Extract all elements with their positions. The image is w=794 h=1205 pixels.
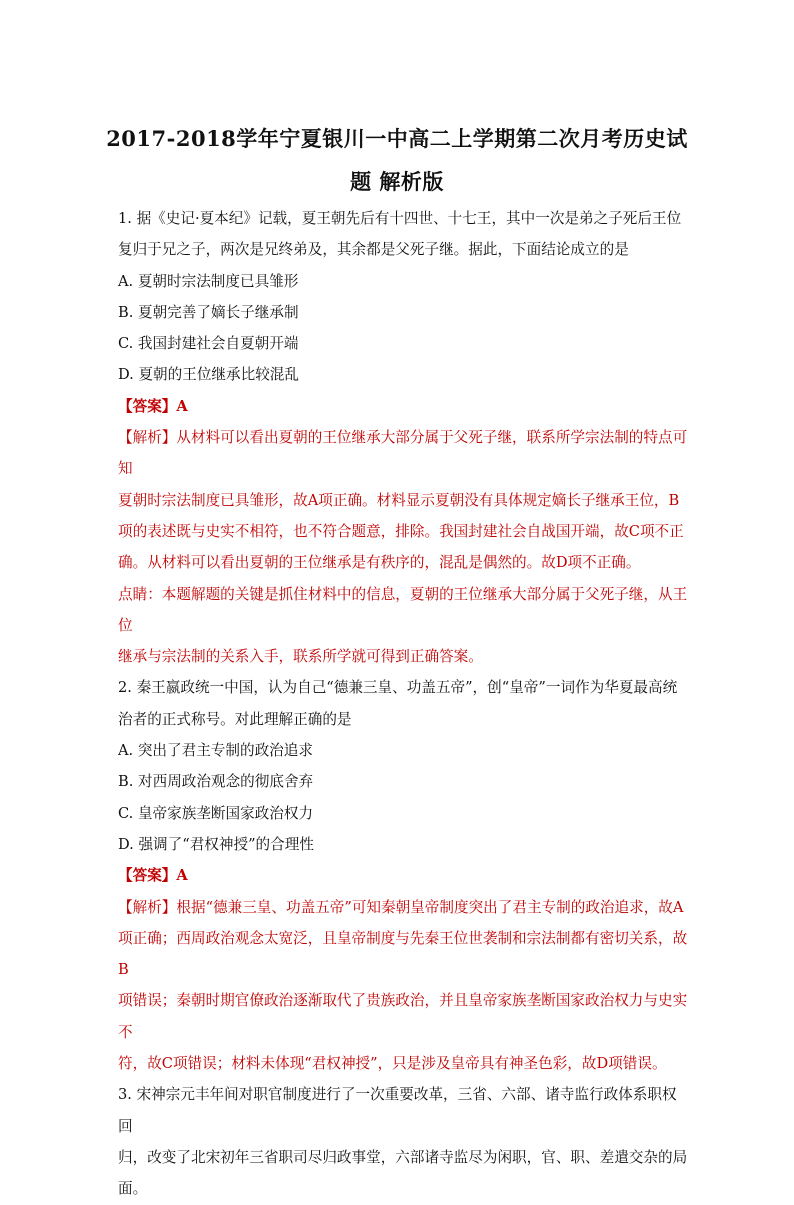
question-2-analysis-line-3: 项错误；秦朝时期官僚政治逐渐取代了贵族政治，并且皇帝家族垄断国家政治权力与史实不: [118, 992, 688, 1041]
question-1-option-c: C. 我国封建社会自夏朝开端: [118, 335, 299, 353]
question-3-stem-line-2: 归，改变了北宋初年三省职司尽归政事堂，六部诸寺监尽为闲职，官、职、差遣交杂的局面。: [118, 1148, 688, 1198]
question-2-option-b: B. 对西周政治观念的彻底舍弃: [118, 773, 314, 791]
question-1-analysis-line-4: 确。从材料可以看出夏朝的王位继承是有秩序的，混乱是偶然的。故D项不正确。: [118, 554, 641, 572]
question-2-option-d: D. 强调了“君权神授”的合理性: [118, 835, 314, 853]
question-1-tip-line-1: 点睛：本题解题的关键是抓住材料中的信息，夏朝的王位继承大部分属于父死子继，从王位: [118, 585, 688, 634]
question-3-stem-line-1: 3. 宋神宗元丰年间对职官制度进行了一次重要改革，三省、六部、诸寺监行政体系职权回: [118, 1086, 677, 1135]
question-2-option-a: A. 突出了君主专制的政治追求: [118, 742, 313, 760]
document-title-line-2: 题 解析版: [350, 169, 444, 194]
question-1-tip-line-2: 继承与宗法制的关系入手，联系所学就可得到正确答案。: [118, 648, 483, 666]
question-1-stem-line-1: 1. 据《史记·夏本纪》记载，夏王朝先后有十四世、十七王，其中一次是弟之子死后王位: [118, 210, 682, 227]
question-2-answer: 【答案】A: [118, 867, 188, 885]
question-2-analysis-line-1: 【解析】根据“德兼三皇、功盖五帝”可知秦朝皇帝制度突出了君主专制的政治追求，故A: [118, 898, 684, 916]
question-1-option-b: B. 夏朝完善了嫡长子继承制: [118, 303, 299, 321]
question-2-option-c: C. 皇帝家族垄断国家政治权力: [118, 804, 314, 822]
question-2-stem-line-2: 治者的正式称号。对此理解正确的是: [118, 710, 352, 728]
question-1-option-a: A. 夏朝时宗法制度已具雏形: [118, 272, 299, 290]
question-2-analysis-line-4: 符，故C项错误；材料未体现“君权神授”，只是涉及皇帝具有神圣色彩，故D项错误。: [118, 1055, 667, 1073]
question-1-option-d: D. 夏朝的王位继承比较混乱: [118, 366, 299, 384]
document-body: [118, 203, 688, 1205]
document-title-line-1: 2017-2018学年宁夏银川一中高二上学期第二次月考历史试: [106, 126, 688, 151]
question-1-analysis-line-2: 夏朝时宗法制度已具雏形，故A项正确。材料显示夏朝没有具体规定嫡长子继承王位，B: [118, 491, 680, 509]
question-2-stem-line-1: 2. 秦王嬴政统一中国，认为自己“德兼三皇、功盖五帝”，创“皇帝”一词作为华夏最高统: [118, 679, 678, 697]
question-1-analysis-line-3: 项的表述既与史实不相符，也不符合题意，排除。我国封建社会自战国开端，故C项不正: [118, 522, 684, 540]
question-2-analysis-line-2: 项正确；西周政治观念太宽泛，且皇帝制度与先秦王位世袭制和宗法制都有密切关系，故B: [118, 929, 688, 979]
question-1-stem-line-2: 复归于兄之子，两次是兄终弟及，其余都是父死子继。据此，下面结论成立的是: [118, 241, 629, 259]
question-1-answer: 【答案】A: [118, 397, 188, 415]
question-1-analysis-line-1: 【解析】从材料可以看出夏朝的王位继承大部分属于父死子继，联系所学宗法制的特点可知: [118, 429, 688, 478]
